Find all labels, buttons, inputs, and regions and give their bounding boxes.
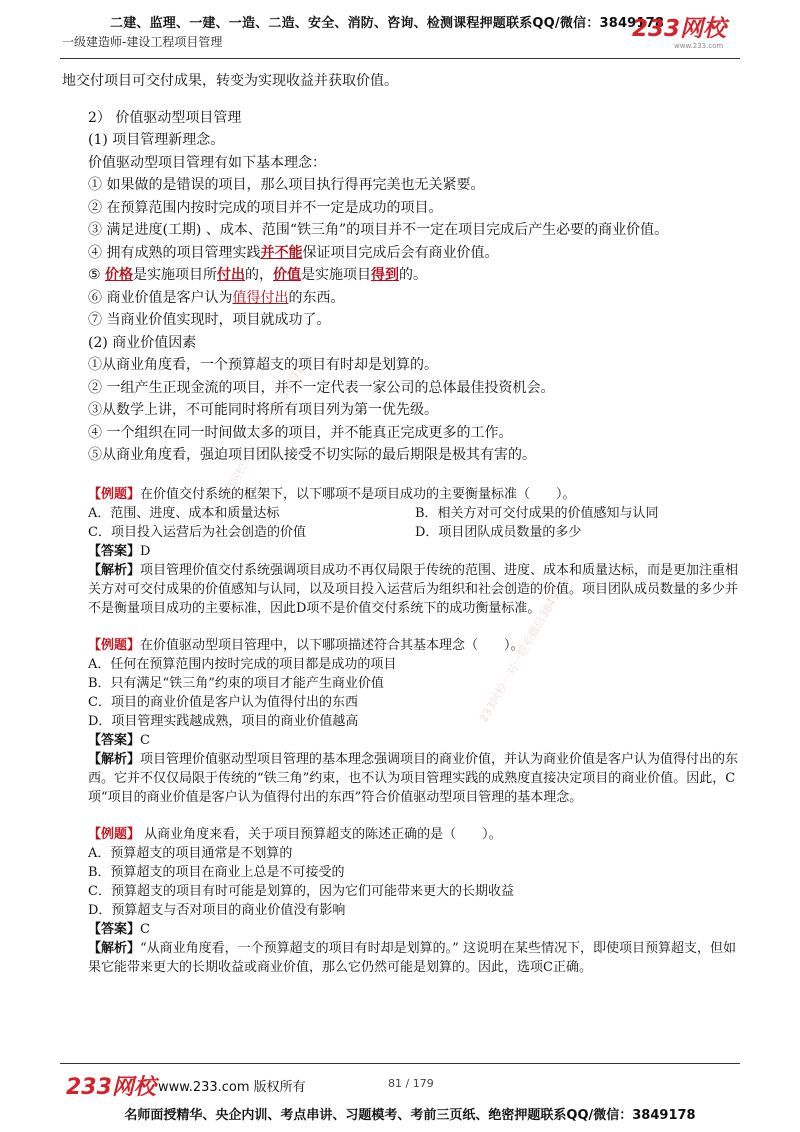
- principle-item: ① 如果做的是错误的项目，那么项目执行得再完美也无关紧要。: [88, 177, 485, 193]
- answer-value: C: [140, 921, 150, 937]
- analysis-text: “从商业角度看，一个预算超支的项目有时却是划算的。” 这说明在某些情况下，即使项目预算超支，但如果它能带来更大的长期收益或商业价值，那么它仍然可能是划算的。因此，选项C正确。: [88, 940, 736, 975]
- watermark: 233网校一对一联系微信3849178: [477, 571, 573, 725]
- answer-label: 【答案】: [88, 732, 141, 748]
- option: C．预算超支的项目有时可能是划算的，因为它们可能带来更大的长期收益: [88, 883, 514, 899]
- example-question-3: [62, 825, 742, 977]
- option: B．预算超支的项目在商业上总是不可接受的: [88, 864, 345, 880]
- principle-item: ⑤ 价格是实施项目所付出的，价值是实施项目得到的。: [88, 267, 428, 283]
- analysis-label: 【解析】: [88, 751, 141, 767]
- option: A．任何在预算范围内按时完成的项目都是成功的项目: [88, 656, 397, 672]
- logo-url: www.233.com: [674, 42, 724, 50]
- principle-item: ⑥ 商业价值是客户认为值得付出的东西。: [88, 289, 345, 306]
- lead-text: 价值驱动型项目管理有如下基本理念：: [88, 154, 326, 171]
- subsection-heading: (1) 项目管理新理念。: [88, 132, 225, 148]
- watermark: 233网校一对一联系微信3849178: [217, 351, 313, 505]
- principle-item: ③ 满足进度(工期) 、成本、范围“铁三角”的项目并不一定在项目完成后产生必要的商业价值。: [88, 222, 669, 238]
- footer-promo-line: 名师面授精华、央企内训、考点串讲、习题模考、考前三页纸、绝密押题联系QQ/微信：3849178: [124, 1108, 696, 1123]
- emphasis-text: 付出: [217, 267, 246, 283]
- footer-copyright: www.233.com 版权所有: [158, 1080, 306, 1095]
- principle-item: ④ 拥有成熟的项目管理实践并不能保证项目完成后会有商业价值。: [88, 244, 499, 261]
- example-tag: 【例题】: [88, 637, 141, 653]
- logo-text: 233网校: [632, 16, 727, 42]
- factor-item: ①从商业角度看，一个预算超支的项目有时却是划算的。: [88, 357, 438, 373]
- emphasis-text: 得到: [371, 267, 400, 283]
- option: A．预算超支的项目通常是不划算的: [88, 845, 293, 861]
- answer-label: 【答案】: [88, 543, 141, 559]
- header-contact-line: 二建、监理、一建、一造、二造、安全、消防、咨询、检测课程押题联系QQ/微信：3849178: [110, 16, 665, 31]
- question-text: 在价值交付系统的框架下，以下哪项不是项目成功的主要衡量标准（ ）。: [140, 486, 576, 502]
- option: D．项目团队成员数量的多少: [415, 524, 582, 540]
- emphasis-text: 并不能: [260, 244, 303, 261]
- intro-paragraph: 地交付项目可交付成果，转变为实现收益并获取价值。: [62, 73, 398, 89]
- analysis-label: 【解析】: [88, 562, 141, 578]
- factor-item: ③从数学上讲，不可能同时将所有项目列为第一优先级。: [88, 402, 438, 418]
- option: C．项目的商业价值是客户认为值得付出的东西: [88, 694, 358, 710]
- footer-divider: [60, 1063, 740, 1064]
- emphasis-text: 价格: [105, 267, 134, 283]
- brand-logo: [632, 16, 742, 56]
- emphasis-text: 值得付出: [232, 289, 289, 306]
- analysis-text: 项目管理价值交付系统强调项目成功不再仅局限于传统的范围、进度、成本和质量达标，而是更加注重相关方对可交付成果的价值感知与认同，以及项目投入运营后为组织和社会创造的价值。项目团队成员数量的多少并不是衡量项目成功的主要标准，因此D项不是价值交付系统下的成功衡量标准。: [88, 562, 739, 616]
- option: D．项目管理实践越成熟，项目的商业价值越高: [88, 713, 359, 729]
- page-number: 81 / 179: [388, 1077, 434, 1090]
- footer-logo: 233网校: [66, 1075, 156, 1100]
- factor-item: ⑤从商业角度看，强迫项目团队接受不切实际的最后期限是极其有害的。: [88, 447, 536, 463]
- example-question-2: [62, 636, 742, 807]
- principle-item: ② 在预算范围内按时完成的项目并不一定是成功的项目。: [88, 199, 443, 216]
- answer-value: C: [140, 732, 150, 748]
- question-text: 在价值驱动型项目管理中，以下哪项描述符合其基本理念（ ）。: [140, 637, 524, 653]
- subsection-heading: (2) 商业价值因素: [88, 334, 197, 351]
- emphasis-text: 价值: [273, 267, 302, 283]
- factor-item: ④ 一个组织在同一时间做太多的项目，并不能真正完成更多的工作。: [88, 424, 513, 441]
- header-course-title: 一级建造师-建设工程项目管理: [62, 35, 223, 49]
- option: B．只有满足“铁三角”约束的项目才能产生商业价值: [88, 675, 384, 691]
- answer-value: D: [140, 543, 151, 559]
- example-tag: 【例题】: [88, 486, 141, 502]
- option: D．预算超支与否对项目的商业价值没有影响: [88, 902, 346, 918]
- question-text: 从商业角度来看，关于项目预算超支的陈述正确的是（ ）。: [140, 826, 502, 842]
- option: B．相关方对可交付成果的价值感知与认同: [415, 505, 659, 521]
- option: C．项目投入运营后为社会创造的价值: [88, 524, 306, 540]
- factor-item: ② 一组产生正现金流的项目，并不一定代表一家公司的总体最佳投资机会。: [88, 379, 555, 396]
- option: A．范围、进度、成本和质量达标: [88, 505, 280, 521]
- page-body: [62, 70, 742, 977]
- principle-item: ⑦ 当商业价值实现时，项目就成功了。: [88, 312, 331, 328]
- analysis-label: 【解析】: [88, 940, 141, 956]
- example-question-1: [62, 485, 742, 618]
- example-tag: 【例题】: [88, 826, 141, 842]
- section-heading: 2） 价值驱动型项目管理: [88, 109, 242, 126]
- answer-label: 【答案】: [88, 921, 141, 937]
- header-divider: [60, 58, 740, 59]
- analysis-text: 项目管理价值驱动型项目管理的基本理念强调项目的商业价值，并认为商业价值是客户认为值得付出的东西。它并不仅仅局限于传统的“铁三角”约束，也不认为项目管理实践的成熟度直接决定项目的商业价值。因此，C项“项目的商业价值是客户认为值得付出的东西”符合价值驱动型项目管理的基本理念。: [88, 751, 739, 805]
